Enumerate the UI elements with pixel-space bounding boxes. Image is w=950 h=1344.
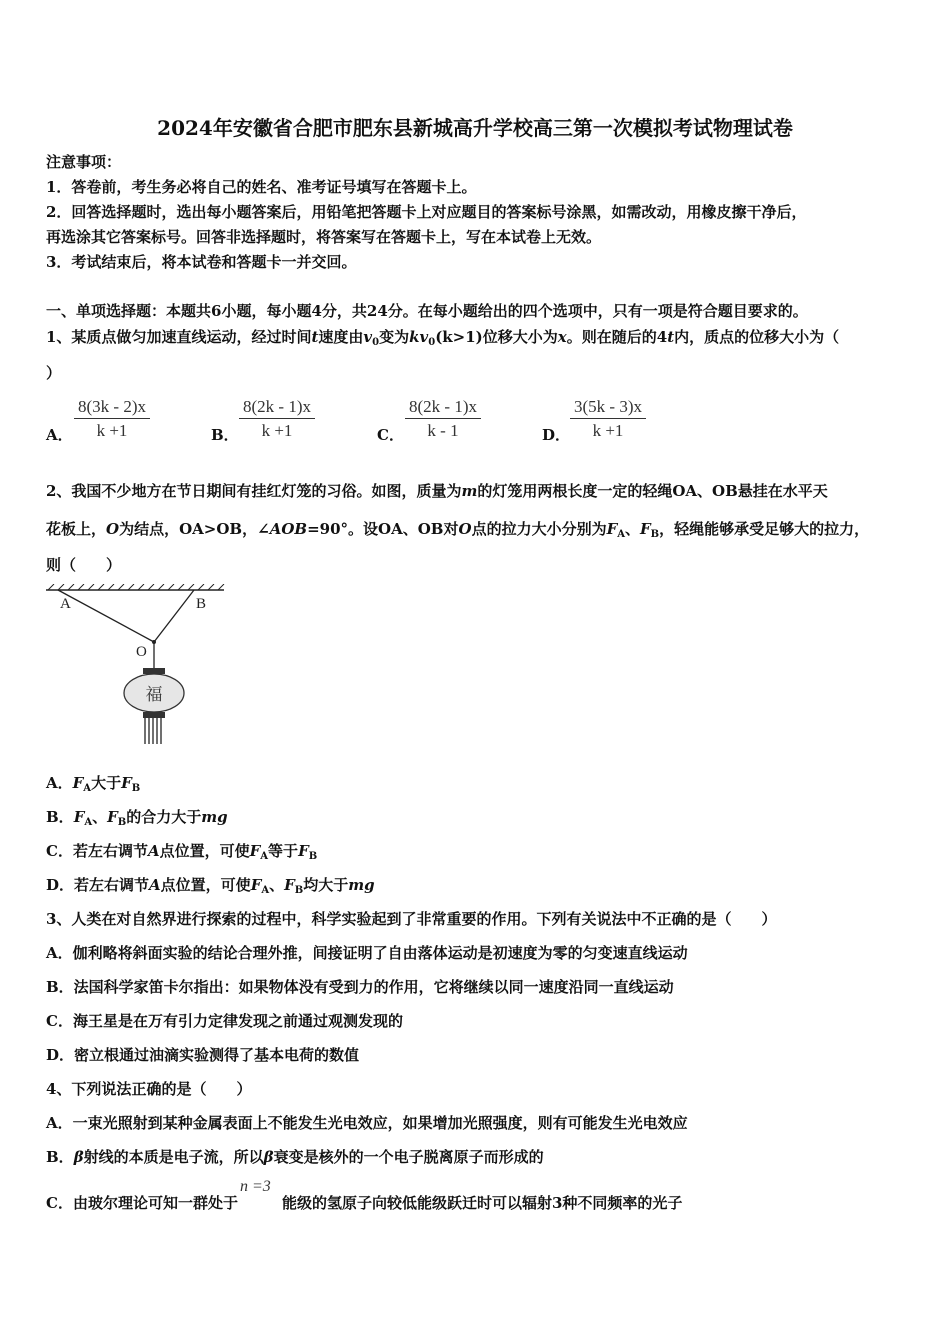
q4-b-end: 衰变是核外的一个电子脱离原子而形成的 [273,1148,544,1166]
lantern-figure [44,584,228,750]
lantern-bottom-cap [143,712,165,718]
q2-b-f1: F [73,808,85,826]
q2-text-b: 的灯笼用两根长度一定的轻绳OA、OB悬挂在水平天 [477,482,828,500]
q1-option-b-numerator: 8(2k - 1)x [239,396,315,419]
q4-b-mid: 射线的本质是电子流，所以 [83,1148,264,1166]
question-3-stem: 3、人类在对自然界进行探索的过程中，科学实验起到了非常重要的作用。下列有关说法中不正确的是（ ） [46,910,777,928]
q2-b-f1-sub: A [84,817,93,828]
q2-text-a: 2、我国不少地方在节日期间有挂红灯笼的习俗。如图，质量为 [46,482,462,500]
q1-text-a: 1、某质点做匀加速直线运动，经过时间 [46,328,312,346]
question-1-stem [46,327,839,353]
q2-text-d: 为结点，OA>OB，∠ [119,520,270,538]
q2-b-mid: 的合力大于 [126,808,202,826]
q1-text-d: 位移大小为 [482,328,558,346]
q2-b-mg: mg [201,808,228,826]
q4-c-n-wrap [238,1178,282,1213]
q2-d-mid: 点位置，可使 [160,876,251,894]
question-2-stem-line1 [46,481,828,501]
q2-var-fb-sub: B [650,529,660,540]
q1-var-t2: t [667,328,675,346]
q2-d-a: A [149,876,161,894]
q2-option-a-label: A． [46,774,73,792]
q2-sep: 、 [625,520,641,538]
q2-var-o2: O [458,520,472,538]
q1-option-a-numerator: 8(3k - 2)x [74,396,150,419]
q2-a-f2: F [121,774,132,792]
q2-var-fa: F [606,520,618,538]
q1-option-d-denominator: k +1 [592,421,624,440]
question-4-stem: 4、下列说法正确的是（ ） [46,1080,252,1098]
question-1-stem-end: ） [46,364,62,382]
q2-option-a[interactable] [46,773,140,799]
q3-option-c[interactable]: C．海王星是在万有引力定律发现之前通过观测发现的 [46,1012,403,1030]
q2-option-d[interactable] [46,875,375,901]
q2-var-aob: AOB [269,520,308,538]
label-o: O [136,644,147,660]
q2-a-f1: F [72,774,84,792]
q2-text-c: 花板上， [46,520,107,538]
q2-b-f2-sub: B [117,817,127,828]
q2-c-mid2: 等于 [268,842,299,860]
q1-var-kv0: kv [409,328,429,346]
q1-option-b-fraction[interactable] [239,396,315,443]
q1-option-d-numerator: 3(5k - 3)x [570,396,646,419]
q1-var-t: t [311,328,319,346]
notice-item-2-cont: 再选涂其它答案标号。回答非选择题时，将答案写在答题卡上，写在本试卷上无效。 [46,228,602,246]
notice-heading: 注意事项： [46,153,122,171]
q2-c-pre: 若左右调节 [72,842,148,860]
q4-beta-2: β [263,1148,274,1166]
q4-c-n-level: n =3 [239,1178,271,1195]
label-a: A [60,596,71,612]
q2-var-fa-sub: A [617,529,625,540]
q4-c-text-b: 能级的氢原子向较低能级跃迁时可以辐射3种不同频率的光子 [281,1194,683,1212]
q2-text-g: ，轻绳能够承受足够大的拉力， [659,520,870,538]
q2-option-b[interactable] [46,807,228,833]
q2-c-f2: F [298,842,309,860]
q1-option-d-label[interactable]: D． [542,426,571,444]
q2-d-f1-sub: A [261,885,270,896]
q1-option-c-label[interactable]: C． [377,426,404,444]
q2-b-f2: F [107,808,118,826]
q1-k-cond: (k>1) [435,328,483,346]
q2-var-fb: F [640,520,651,538]
q2-c-f2-sub: B [308,851,318,862]
q1-option-a-denominator: k +1 [96,421,128,440]
notice-item-3: 3．考试结束后，将本试卷和答题卡一并交回。 [46,253,357,271]
q1-option-d-fraction[interactable] [570,396,646,443]
q2-text-e: =90°。设OA、OB对 [307,520,459,538]
lantern-top-cap [143,668,165,674]
question-2-stem-line3: 则（ ） [46,556,122,574]
q2-option-b-label: B． [46,808,74,826]
q2-b-sep: 、 [92,808,108,826]
q1-option-c-numerator: 8(2k - 1)x [405,396,481,419]
page-title: 2024年安徽省合肥市肥东县新城高升学校高三第一次模拟考试物理试卷 [157,116,793,140]
q2-option-c[interactable] [46,841,317,867]
q2-d-f2-sub: B [294,885,304,896]
q2-c-mid: 点位置，可使 [159,842,250,860]
rope-oa [58,590,154,642]
q2-d-sep: 、 [269,876,285,894]
q2-c-f1: F [249,842,261,860]
q1-var-v0-sub: 0 [372,337,380,348]
q2-a-mid: 大于 [91,774,122,792]
q1-var-x: x [557,328,567,346]
q3-option-a[interactable]: A．伽利略将斜面实验的结论合理外推，间接证明了自由落体运动是初速度为零的匀变速直线运动 [46,944,688,962]
q2-c-f1-sub: A [260,851,269,862]
q1-var-kv0-sub: 0 [428,337,436,348]
q2-option-c-label: C． [46,842,73,860]
q4-option-c[interactable] [46,1178,683,1213]
ceiling-hatching [48,584,224,590]
q1-option-a-label[interactable]: A． [46,426,73,444]
q4-option-b-label: B． [46,1148,74,1166]
q3-option-d[interactable]: D．密立根通过油滴实验测得了基本电荷的数值 [46,1046,360,1064]
q1-text-c: 变为 [379,328,410,346]
q2-text-f: 点的拉力大小分别为 [471,520,607,538]
q1-option-c-denominator: k - 1 [427,421,459,440]
q2-var-m: m [461,482,478,500]
q1-option-a-fraction[interactable] [74,396,150,443]
q2-a-f2-sub: B [131,783,141,794]
q1-option-b-denominator: k +1 [261,421,293,440]
q4-option-b[interactable] [46,1147,544,1167]
notice-item-1: 1．答卷前，考生务必将自己的姓名、准考证号填写在答题卡上。 [46,178,477,196]
q4-option-a[interactable]: A．一束光照射到某种金属表面上不能发生光电效应，如果增加光照强度，则有可能发生光电效应 [46,1114,688,1132]
label-b: B [196,596,207,612]
section-heading: 一、单项选择题：本题共6小题，每小题4分，共24分。在每小题给出的四个选项中，只有一项是符合题目要求的。 [46,302,808,320]
question-2-stem-line2 [46,519,869,545]
q2-c-a: A [147,842,160,860]
q2-d-f1: F [250,876,262,894]
q4-c-text-a: C．由玻尔理论可知一群处于 [46,1194,238,1212]
q2-d-f2: F [284,876,295,894]
q1-text-b: 速度由 [318,328,364,346]
q2-var-o: O [106,520,120,538]
q2-option-d-label: D． [46,876,75,894]
q1-option-b-label[interactable]: B． [211,426,239,444]
q1-var-v0: v [363,328,373,346]
lantern-character: 福 [145,685,163,705]
q3-option-b[interactable]: B．法国科学家笛卡尔指出：如果物体没有受到力的作用，它将继续以同一速度沿同一直线运动 [46,978,674,996]
rope-ob [154,590,194,642]
q2-d-mid2: 均大于 [303,876,349,894]
notice-item-2: 2．回答选择题时，选出每小题答案后，用铅笔把答题卡上对应题目的答案标号涂黑，如需改动，用橡皮擦干净后， [46,203,807,221]
q1-option-c-fraction[interactable] [405,396,481,443]
q2-d-mg: mg [348,876,375,894]
q1-text-f: 内，质点的位移大小为（ [674,328,840,346]
lantern-tassels [145,718,161,744]
q2-d-pre: 若左右调节 [74,876,150,894]
q1-text-e: 。则在随后的4 [566,328,668,346]
q2-a-f1-sub: A [83,783,92,794]
q4-beta-1: β [73,1148,84,1166]
